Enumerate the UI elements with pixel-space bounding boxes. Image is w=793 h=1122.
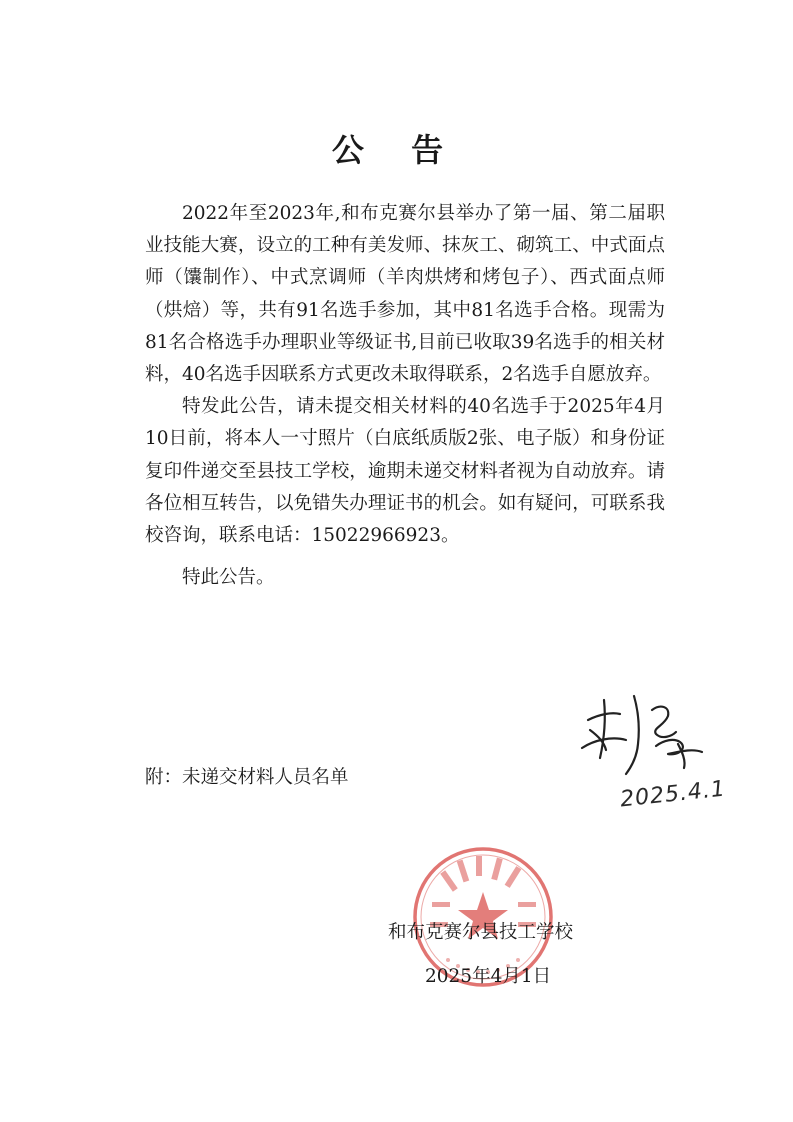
notice-closing: 特此公告。: [182, 567, 275, 589]
handwritten-date: 2025.4.1: [618, 776, 727, 813]
notice-paragraph-2: 特发此公告，请未提交相关材料的40名选手于2025年4月10日前，将本人一寸照片（白底纸质版2张、电子版）和身份证复印件递交至县技工学校，逾期未递交材料者视为自动放弃。请各位相互转告，以免错失办理证书的机会。如有疑问，可联系我校咨询，联系电话：15022966923。: [145, 396, 665, 547]
notice-paragraph-1: 2022年至2023年,和布克赛尔县举办了第一届、第二届职业技能大赛，设立的工种有美发师、抹灰工、砌筑工、中式面点师（馕制作）、中式烹调师（羊肉烘烤和烤包子）、西式面点师（烘焙）等，共有91名选手参加，其中81名选手合格。现需为81名合格选手办理职业等级证书,目前已收取39名选手的相关材料，40名选手因联系方式更改未取得联系，2名选手自愿放弃。: [145, 203, 665, 386]
notice-body: [145, 198, 665, 594]
notice-title: 公 告: [331, 131, 462, 169]
attachment-note: 附：未递交材料人员名单: [145, 767, 349, 788]
issue-date: 2025年4月1日: [425, 966, 552, 987]
issuer-name: 和布克赛尔县技工学校: [388, 922, 574, 943]
